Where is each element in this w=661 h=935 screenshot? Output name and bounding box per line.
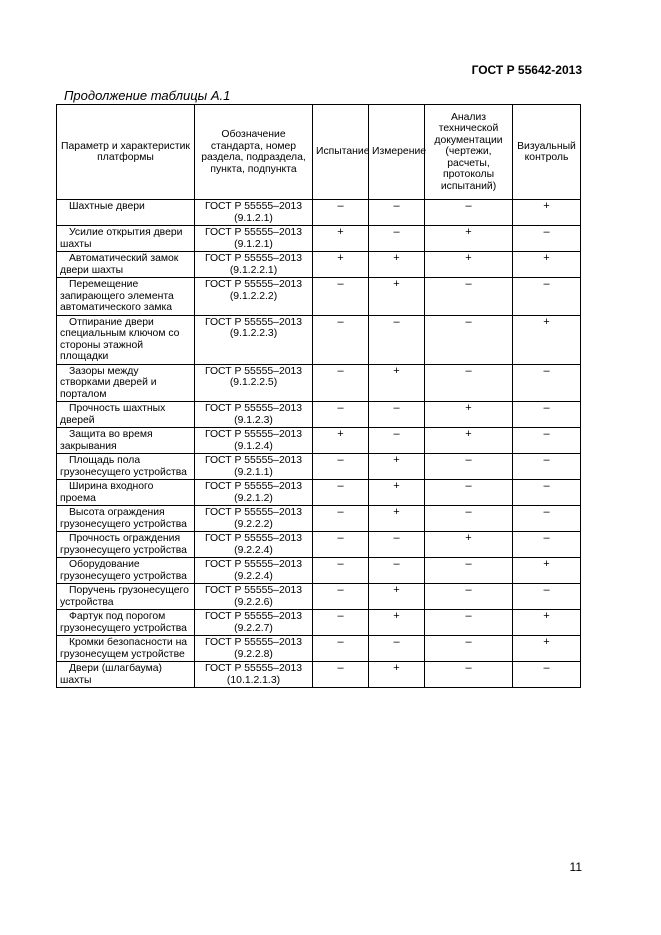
cell-analysis: –: [425, 278, 513, 316]
cell-analysis: –: [425, 315, 513, 364]
table-row: [57, 226, 581, 252]
cell-visual: –: [513, 402, 581, 428]
standard-clause: (9.1.2.1): [234, 238, 273, 250]
cell-standard: [195, 532, 313, 558]
cell-test: +: [313, 252, 369, 278]
cell-measurement: –: [369, 558, 425, 584]
cell-visual: +: [513, 315, 581, 364]
table-row: [57, 662, 581, 688]
cell-analysis: –: [425, 636, 513, 662]
cell-standard: [195, 200, 313, 226]
cell-analysis: –: [425, 364, 513, 402]
table-row: [57, 584, 581, 610]
cell-measurement: –: [369, 402, 425, 428]
cell-visual: +: [513, 636, 581, 662]
cell-parameter: Автоматический замок двери шахты: [57, 252, 195, 278]
cell-analysis: +: [425, 252, 513, 278]
cell-standard: [195, 252, 313, 278]
standard-clause: (9.1.2.3): [234, 414, 273, 426]
cell-test: –: [313, 454, 369, 480]
cell-analysis: –: [425, 506, 513, 532]
cell-analysis: –: [425, 200, 513, 226]
cell-parameter: Площадь пола грузонесущего устройства: [57, 454, 195, 480]
table-row: [57, 636, 581, 662]
standard-clause: (9.1.2.2.2): [229, 290, 278, 302]
cell-standard: [195, 278, 313, 316]
cell-standard: [195, 506, 313, 532]
cell-visual: +: [513, 252, 581, 278]
cell-analysis: +: [425, 226, 513, 252]
cell-test: –: [313, 636, 369, 662]
table-row: [57, 364, 581, 402]
table-header-row: [57, 105, 581, 200]
cell-analysis: –: [425, 454, 513, 480]
table-row: [57, 200, 581, 226]
standard-code: ГОСТ Р 55555–2013: [204, 455, 303, 466]
standard-code: ГОСТ Р 55555–2013: [204, 403, 303, 414]
standard-clause: (9.2.2.7): [234, 622, 273, 634]
cell-parameter: Поручень грузонесущего устройства: [57, 584, 195, 610]
standard-clause: (9.2.1.1): [234, 466, 273, 478]
standard-code: ГОСТ Р 55555–2013: [204, 227, 303, 238]
cell-parameter: Усилие открытия двери шахты: [57, 226, 195, 252]
cell-measurement: +: [369, 252, 425, 278]
table-row: [57, 278, 581, 316]
cell-standard: [195, 364, 313, 402]
cell-analysis: –: [425, 558, 513, 584]
standard-clause: (9.1.2.2.3): [229, 328, 278, 339]
standard-clause: (10.1.2.1.3): [226, 674, 281, 686]
column-header-parameter: Параметр и характеристик платформы: [57, 105, 195, 200]
cell-parameter: Зазоры между створками дверей и порталом: [57, 364, 195, 402]
cell-standard: [195, 584, 313, 610]
cell-standard: [195, 636, 313, 662]
standard-clause: (9.2.2.6): [234, 596, 273, 608]
cell-standard: [195, 610, 313, 636]
standard-code: ГОСТ Р 55555–2013: [204, 316, 303, 328]
standard-clause: (9.1.2.1): [234, 212, 273, 224]
cell-analysis: +: [425, 532, 513, 558]
cell-measurement: +: [369, 480, 425, 506]
cell-visual: +: [513, 558, 581, 584]
standard-clause: (9.1.2.2.5): [229, 377, 278, 388]
cell-measurement: +: [369, 454, 425, 480]
cell-visual: –: [513, 480, 581, 506]
cell-parameter: Оборудование грузонесущего устройства: [57, 558, 195, 584]
cell-measurement: +: [369, 584, 425, 610]
cell-analysis: –: [425, 480, 513, 506]
standard-code: ГОСТ Р 55555–2013: [204, 533, 303, 544]
cell-measurement: –: [369, 428, 425, 454]
cell-visual: –: [513, 662, 581, 688]
cell-parameter: Прочность ограждения грузонесущего устройства: [57, 532, 195, 558]
cell-standard: [195, 480, 313, 506]
document-code: ГОСТ Р 55642-2013: [471, 63, 582, 77]
standard-code: ГОСТ Р 55555–2013: [204, 365, 303, 377]
standard-code: ГОСТ Р 55555–2013: [204, 429, 303, 440]
cell-test: –: [313, 315, 369, 364]
column-header-standard: Обозначение стандарта, номер раздела, подраздела, пункта, подпункта: [195, 105, 313, 200]
standard-clause: (9.2.2.8): [234, 648, 273, 660]
cell-test: –: [313, 532, 369, 558]
cell-measurement: +: [369, 610, 425, 636]
cell-measurement: –: [369, 226, 425, 252]
column-header-analysis: Анализ технической документации (чертежи, расчеты, протоколы испытаний): [425, 105, 513, 200]
table-row: [57, 558, 581, 584]
standard-code: ГОСТ Р 55555–2013: [204, 507, 303, 518]
cell-parameter: Высота ограждения грузонесущего устройства: [57, 506, 195, 532]
cell-parameter: Двери (шлагбаума) шахты: [57, 662, 195, 688]
table-row: [57, 480, 581, 506]
cell-test: –: [313, 278, 369, 316]
standard-code: ГОСТ Р 55555–2013: [204, 559, 303, 570]
standard-clause: (9.2.2.4): [234, 544, 273, 556]
standard-code: ГОСТ Р 55555–2013: [204, 637, 303, 648]
cell-parameter: Перемещение запирающего элемента автоматического замка: [57, 278, 195, 316]
table-row: [57, 506, 581, 532]
page-number: 11: [569, 860, 582, 874]
table-row: [57, 428, 581, 454]
standard-code: ГОСТ Р 55555–2013: [204, 253, 303, 264]
cell-visual: –: [513, 454, 581, 480]
cell-analysis: –: [425, 584, 513, 610]
standard-code: ГОСТ Р 55555–2013: [204, 481, 303, 492]
cell-measurement: –: [369, 636, 425, 662]
standard-clause: (9.1.2.2.1): [229, 264, 278, 276]
standard-code: ГОСТ Р 55555–2013: [204, 201, 303, 212]
cell-analysis: +: [425, 428, 513, 454]
cell-visual: +: [513, 200, 581, 226]
cell-visual: –: [513, 532, 581, 558]
cell-test: –: [313, 480, 369, 506]
cell-standard: [195, 454, 313, 480]
cell-standard: [195, 428, 313, 454]
cell-analysis: –: [425, 662, 513, 688]
cell-test: –: [313, 506, 369, 532]
cell-visual: –: [513, 364, 581, 402]
cell-measurement: –: [369, 532, 425, 558]
column-header-measurement: Измерение: [369, 105, 425, 200]
table-caption: Продолжение таблицы А.1: [64, 88, 231, 103]
cell-parameter: Отпирание двери специальным ключом со стороны этажной площадки: [57, 315, 195, 364]
cell-standard: [195, 402, 313, 428]
cell-parameter: Фартук под порогом грузонесущего устройства: [57, 610, 195, 636]
cell-parameter: Шахтные двери: [57, 200, 195, 226]
table-row: [57, 454, 581, 480]
cell-test: –: [313, 364, 369, 402]
standard-code: ГОСТ Р 55555–2013: [204, 663, 303, 674]
cell-analysis: +: [425, 402, 513, 428]
cell-measurement: +: [369, 364, 425, 402]
cell-visual: +: [513, 610, 581, 636]
cell-visual: –: [513, 428, 581, 454]
cell-visual: –: [513, 278, 581, 316]
cell-standard: [195, 315, 313, 364]
standard-clause: (9.2.2.4): [234, 570, 273, 582]
table-row: [57, 315, 581, 364]
cell-standard: [195, 662, 313, 688]
cell-parameter: Кромки безопасности на грузонесущем устройстве: [57, 636, 195, 662]
cell-test: +: [313, 226, 369, 252]
cell-standard: [195, 226, 313, 252]
table-row: [57, 610, 581, 636]
cell-measurement: +: [369, 662, 425, 688]
standard-code: ГОСТ Р 55555–2013: [204, 611, 303, 622]
cell-standard: [195, 558, 313, 584]
table-row: [57, 402, 581, 428]
cell-test: –: [313, 402, 369, 428]
cell-visual: –: [513, 226, 581, 252]
requirements-table: [56, 104, 581, 688]
standard-clause: (9.2.2.2): [234, 518, 273, 530]
column-header-test: Испытание: [313, 105, 369, 200]
cell-measurement: +: [369, 278, 425, 316]
cell-parameter: Прочность шахтных дверей: [57, 402, 195, 428]
table-body: [57, 200, 581, 688]
standard-code: ГОСТ Р 55555–2013: [204, 279, 303, 290]
cell-test: –: [313, 200, 369, 226]
standard-clause: (9.1.2.4): [234, 440, 273, 452]
cell-visual: –: [513, 506, 581, 532]
cell-test: –: [313, 662, 369, 688]
cell-measurement: –: [369, 200, 425, 226]
cell-measurement: –: [369, 315, 425, 364]
cell-test: –: [313, 558, 369, 584]
cell-analysis: –: [425, 610, 513, 636]
cell-measurement: +: [369, 506, 425, 532]
cell-test: –: [313, 584, 369, 610]
cell-test: –: [313, 610, 369, 636]
cell-parameter: Защита во время закрывания: [57, 428, 195, 454]
table-row: [57, 252, 581, 278]
standard-code: ГОСТ Р 55555–2013: [204, 585, 303, 596]
table-row: [57, 532, 581, 558]
standard-clause: (9.2.1.2): [234, 492, 273, 504]
cell-visual: –: [513, 584, 581, 610]
column-header-visual: Визуальный контроль: [513, 105, 581, 200]
cell-test: +: [313, 428, 369, 454]
cell-parameter: Ширина входного проема: [57, 480, 195, 506]
